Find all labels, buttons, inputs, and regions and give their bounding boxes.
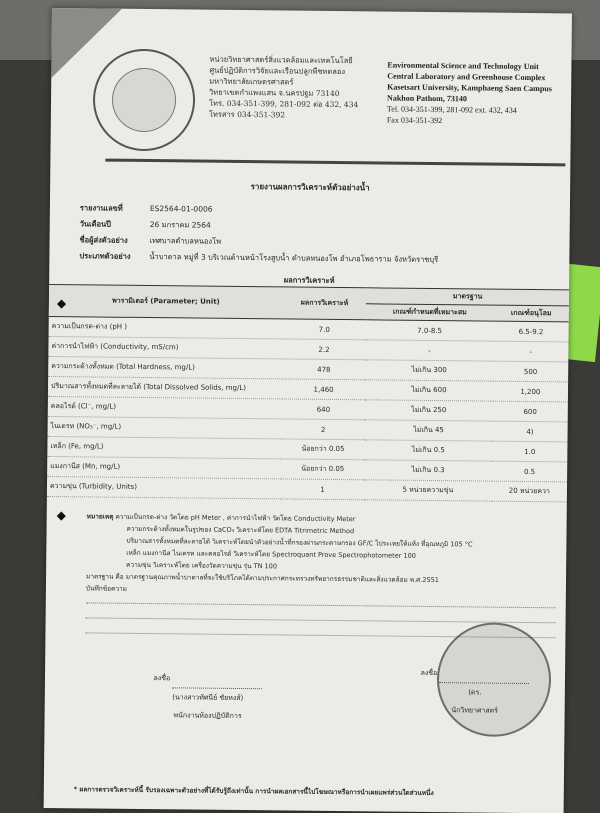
allowed-cell: 0.5 [492, 461, 567, 482]
allowed-cell: - [493, 341, 568, 362]
pen-mark: ◆ [56, 296, 67, 311]
param-cell: ไนเตรท (NO₃⁻, mg/L) [48, 416, 282, 438]
report-title: รายงานผลการวิเคราะห์ตัวอย่างน้ำ [250, 182, 370, 193]
allowed-cell: 20 หน่วยควา [492, 481, 567, 502]
suitable-cell: ไม่เกิน 0.5 [364, 440, 492, 461]
header-rule [105, 159, 565, 167]
university-seal-logo [93, 48, 196, 151]
allowed-cell: 1.0 [492, 441, 567, 462]
param-cell: เหล็ก (Fe, mg/L) [47, 436, 281, 458]
header-parameter: พารามิเตอร์ (Parameter; Unit) [49, 284, 283, 318]
header-allowed: เกณฑ์อนุโลม [493, 305, 568, 322]
result-cell: 1,460 [282, 379, 365, 400]
param-cell: ความเป็นกรด-ด่าง (pH ) [49, 316, 283, 338]
signer-name-left: (นางสาวทัศนีย์ ชัยหงส์) [172, 693, 244, 703]
report-info: รายงานเลขที่ ES2564-01-0006 วันเดือนปี 26 มกราคม 2564 ชื่อผู้ส่งตัวอย่าง เทศบาลตำบลหนองโพ ประเภทตัวอย่าง น้ำบาดาล หมู่ที่ 3 บริเวณด้านหน้าโรงสูบน้ำ ตำบลหนองโพ อำเภอโพธาราม จังหวัดราชบุรี [79, 203, 439, 265]
param-cell: ความกระด้างทั้งหมด (Total Hardness, mg/L) [48, 356, 282, 378]
allowed-cell: 6.5-9.2 [493, 321, 568, 342]
table-row [47, 476, 567, 501]
allowed-cell: 600 [492, 401, 567, 422]
header-thai: หน่วยวิทยาศาสตร์สิ่งแวดล้อมและเทคโนโลยี ศูนย์ปฏิบัติการวิจัยและเรือนปลูกพืชทดลอง มหาวิทยาลัยเกษตรศาสตร์ วิทยาเขตกำแพงแสน จ.นครปฐม 73140 โทร. 034-351-399, 281-092 ต่อ 432, 434 โทรสาร 034-351-392 [208, 54, 359, 120]
header-result: ผลการวิเคราะห์ [283, 287, 367, 320]
header-suitable: เกณฑ์กำหนดที่เหมาะสม [366, 304, 494, 321]
footer-disclaimer: * ผลการตรวจวิเคราะห์นี้ รับรองเฉพาะตัวอย่างที่ได้รับรู้ถึงเท่านั้น การนำผลเอกสารนี้ไปโฆษณาหรือการนำเผยแพร่ส่วนใดส่วนหนึ่ง [73, 785, 434, 798]
results-table [47, 284, 569, 502]
suitable-cell: 7.0-8.5 [366, 320, 494, 341]
result-cell: 478 [282, 359, 365, 380]
suitable-cell: ไม่เกิน 45 [365, 420, 493, 441]
result-cell: น้อยกว่า 0.05 [281, 459, 364, 480]
allowed-cell: 1,200 [493, 381, 568, 402]
result-cell: น้อยกว่า 0.05 [281, 439, 364, 460]
standard-note: มาตรฐาน คือ มาตรฐานคุณภาพน้ำบาดาลที่จะใช้บริโภคได้ตามประกาศกระทรวงทรัพยากรธรรมชาติและสิ่งแวดล้อม พ.ศ.2551 [86, 572, 439, 585]
result-cell: 640 [282, 399, 365, 420]
suitable-cell: ไม่เกิน 250 [365, 400, 493, 421]
result-cell: 2 [282, 419, 365, 440]
results-heading: ผลการวิเคราะห์ [283, 275, 335, 285]
allowed-cell: 500 [493, 361, 568, 382]
report-date: 26 มกราคม 2564 [149, 220, 211, 230]
suitable-cell: - [366, 340, 494, 361]
suitable-cell: ไม่เกิน 300 [365, 360, 493, 381]
sample-type: น้ำบาดาล หมู่ที่ 3 บริเวณด้านหน้าโรงสูบน้ำ ตำบลหนองโพ อำเภอโพธาราม จังหวัดราชบุรี [149, 252, 439, 265]
remark-label: บันทึกข้อความ [85, 584, 128, 593]
suitable-cell: ไม่เกิน 0.3 [364, 460, 492, 481]
param-cell: คลอไรด์ (Cl⁻, mg/L) [48, 396, 282, 418]
result-cell: 2.2 [282, 339, 365, 360]
result-cell: 7.0 [283, 319, 366, 340]
signer-role-right: นักวิทยาศาสตร์ [451, 706, 498, 715]
report-page [44, 8, 572, 813]
signature-mark [172, 669, 262, 689]
allowed-cell: 4) [492, 421, 567, 442]
result-cell: 1 [281, 479, 364, 500]
header-english: Environmental Science and Technology Unit Central Laboratory and Greenhouse Complex Kasetsart University, Kamphaeng Saen Campus Nakhon Pathom, 73140 Tel. 034-351-399, 281-092 ext. 432, 434 Fax 034-351-392 [386, 60, 552, 126]
pen-mark: ◆ [56, 508, 66, 523]
suitable-cell: ไม่เกิน 600 [365, 380, 493, 401]
suitable-cell: 5 หน่วยความขุ่น [364, 480, 492, 501]
signature-left: ลงชื่อ (นางสาวทัศนีย์ ชัยหงส์) พนักงานห้องปฏิบัติการ [123, 669, 294, 726]
signer-name-right: (ดร. [468, 688, 482, 697]
param-cell: ปริมาณสารทั้งหมดที่ละลายได้ (Total Dissolved Solids, mg/L) [48, 376, 282, 398]
report-number: ES2564-01-0006 [149, 204, 213, 214]
notes-section: หมายเหตุ ความเป็นกรด-ด่าง วัดโดย pH Meter , ค่าการนำไฟฟ้า วัดโดย Conductivity Meter ความกระด้างทั้งหมดในรูปของ CaCO₃ วิเคราะห์โดย EDTA Titrimetric Method ปริมาณสารทั้งหมดที่ละลายได้ วิเคราะห์โดยนำตัวอย่างน้ำที่กรองผ่านกระดาษกรอง GF/C ไประเหยให้แห้ง ที่อุณหภูมิ 105 °C เหล็ก แมงกานีส ไนเตรท และคลอไรด์ วิเคราะห์โดย Spectroquant Prove Spectrophotometer 100 ความขุ่น วิเคราะห์โดย เครื่องวัดความขุ่น รุ่น TN 100 มาตรฐาน คือ มาตรฐานคุณภาพน้ำบาดาลที่จะใช้บริโภคได้ตามประกาศกระทรวงทรัพยากรธรรมชาติและสิ่งแวดล้อม พ.ศ.2551 บันทึกข้อความ [86, 510, 557, 599]
signature-mark [439, 664, 529, 684]
param-cell: ความขุ่น (Turbidity, Units) [47, 476, 281, 498]
param-cell: ค่าการนำไฟฟ้า (Conductivity, mS/cm) [48, 336, 282, 358]
param-cell: แมงกานีส (Mn, mg/L) [47, 456, 281, 478]
signer-role-left: พนักงานห้องปฏิบัติการ [173, 711, 242, 721]
sender-name: เทศบาลตำบลหนองโพ [149, 236, 222, 246]
signature-right: ลงชื่อ (ดร. นักวิทยาศาสตร์ [390, 664, 561, 721]
header-standard: มาตรฐาน [366, 288, 569, 306]
